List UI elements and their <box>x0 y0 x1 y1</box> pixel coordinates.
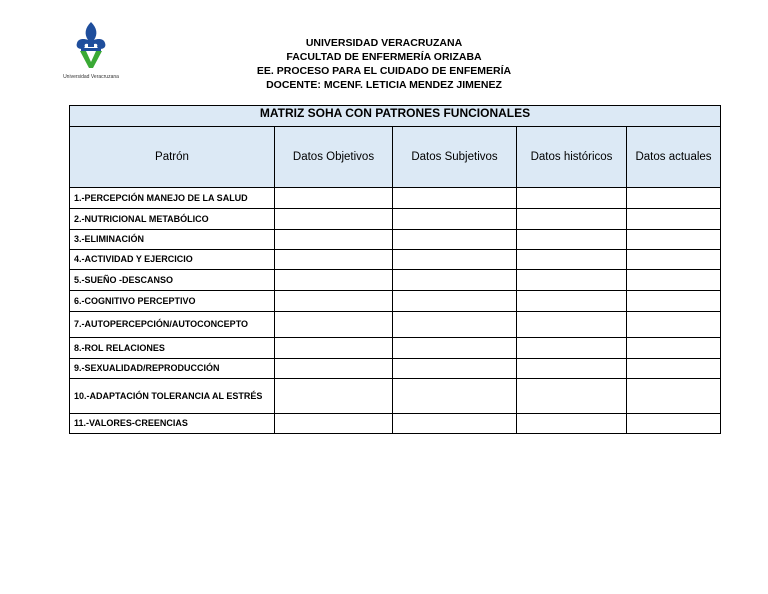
cell-datos-historicos[interactable] <box>517 291 627 312</box>
cell-datos-objetivos[interactable] <box>275 379 393 414</box>
cell-datos-subjetivos[interactable] <box>393 414 517 434</box>
cell-datos-actuales[interactable] <box>627 379 721 414</box>
cell-datos-objetivos[interactable] <box>275 359 393 379</box>
cell-datos-subjetivos[interactable] <box>393 188 517 209</box>
cell-datos-actuales[interactable] <box>627 209 721 230</box>
pattern-label: 3.-ELIMINACIÓN <box>70 230 275 250</box>
cell-datos-objetivos[interactable] <box>275 312 393 338</box>
cell-datos-objetivos[interactable] <box>275 250 393 270</box>
cell-datos-objetivos[interactable] <box>275 270 393 291</box>
cell-datos-objetivos[interactable] <box>275 188 393 209</box>
teacher-name: DOCENTE: MCENF. LETICIA MENDEZ JIMENEZ <box>266 79 502 91</box>
cell-datos-historicos[interactable] <box>517 250 627 270</box>
cell-datos-historicos[interactable] <box>517 230 627 250</box>
cell-datos-subjetivos[interactable] <box>393 250 517 270</box>
cell-datos-actuales[interactable] <box>627 359 721 379</box>
table-row <box>70 250 721 270</box>
faculty-name: FACULTAD DE ENFERMERÍA ORIZABA <box>286 51 482 63</box>
pattern-label: 5.-SUEÑO -DESCANSO <box>70 270 275 291</box>
cell-datos-actuales[interactable] <box>627 188 721 209</box>
pattern-label: 7.-AUTOPERCEPCIÓN/AUTOCONCEPTO <box>70 312 275 338</box>
pattern-label: 2.-NUTRICIONAL METABÓLICO <box>70 209 275 230</box>
cell-datos-subjetivos[interactable] <box>393 312 517 338</box>
cell-datos-historicos[interactable] <box>517 188 627 209</box>
pattern-label: 8.-ROL RELACIONES <box>70 338 275 359</box>
pattern-label: 11.-VALORES-CREENCIAS <box>70 414 275 434</box>
cell-datos-historicos[interactable] <box>517 209 627 230</box>
table-row <box>70 270 721 291</box>
table-row <box>70 230 721 250</box>
column-header-datos-objetivos: Datos Objetivos <box>275 127 393 188</box>
cell-datos-historicos[interactable] <box>517 414 627 434</box>
cell-datos-historicos[interactable] <box>517 379 627 414</box>
cell-datos-objetivos[interactable] <box>275 291 393 312</box>
document-header <box>0 36 768 92</box>
university-name: UNIVERSIDAD VERACRUZANA <box>305 37 463 49</box>
cell-datos-historicos[interactable] <box>517 312 627 338</box>
column-header-patron: Patrón <box>70 127 275 188</box>
table-row <box>70 188 721 209</box>
cell-datos-subjetivos[interactable] <box>393 209 517 230</box>
cell-datos-actuales[interactable] <box>627 291 721 312</box>
cell-datos-historicos[interactable] <box>517 359 627 379</box>
table-row <box>70 312 721 338</box>
cell-datos-subjetivos[interactable] <box>393 338 517 359</box>
table-row <box>70 379 721 414</box>
cell-datos-historicos[interactable] <box>517 338 627 359</box>
cell-datos-actuales[interactable] <box>627 414 721 434</box>
cell-datos-objetivos[interactable] <box>275 338 393 359</box>
pattern-label: 9.-SEXUALIDAD/REPRODUCCIÓN <box>70 359 275 379</box>
cell-datos-actuales[interactable] <box>627 312 721 338</box>
cell-datos-objetivos[interactable] <box>275 414 393 434</box>
cell-datos-actuales[interactable] <box>627 250 721 270</box>
cell-datos-actuales[interactable] <box>627 270 721 291</box>
table-row <box>70 291 721 312</box>
table-row <box>70 338 721 359</box>
table-row <box>70 359 721 379</box>
table-row <box>70 209 721 230</box>
pattern-label: 6.-COGNITIVO PERCEPTIVO <box>70 291 275 312</box>
pattern-label: 1.-PERCEPCIÓN MANEJO DE LA SALUD <box>70 188 275 209</box>
cell-datos-subjetivos[interactable] <box>393 291 517 312</box>
table-row <box>70 414 721 434</box>
column-header-datos-actuales: Datos actuales <box>627 127 721 188</box>
course-name: EE. PROCESO PARA EL CUIDADO DE ENFEMERÍA <box>256 65 512 77</box>
column-header-datos-historicos: Datos históricos <box>517 127 627 188</box>
soha-matrix-table <box>69 105 721 434</box>
cell-datos-actuales[interactable] <box>627 338 721 359</box>
cell-datos-objetivos[interactable] <box>275 209 393 230</box>
cell-datos-historicos[interactable] <box>517 270 627 291</box>
pattern-label: 4.-ACTIVIDAD Y EJERCICIO <box>70 250 275 270</box>
pattern-label: 10.-ADAPTACIÓN TOLERANCIA AL ESTRÉS <box>70 379 275 414</box>
cell-datos-subjetivos[interactable] <box>393 270 517 291</box>
column-header-datos-subjetivos: Datos Subjetivos <box>393 127 517 188</box>
cell-datos-subjetivos[interactable] <box>393 359 517 379</box>
table-title: MATRIZ SOHA CON PATRONES FUNCIONALES <box>70 106 721 127</box>
cell-datos-subjetivos[interactable] <box>393 230 517 250</box>
cell-datos-actuales[interactable] <box>627 230 721 250</box>
cell-datos-objetivos[interactable] <box>275 230 393 250</box>
cell-datos-subjetivos[interactable] <box>393 379 517 414</box>
logo-caption: Universidad Veracruzana <box>63 74 119 80</box>
